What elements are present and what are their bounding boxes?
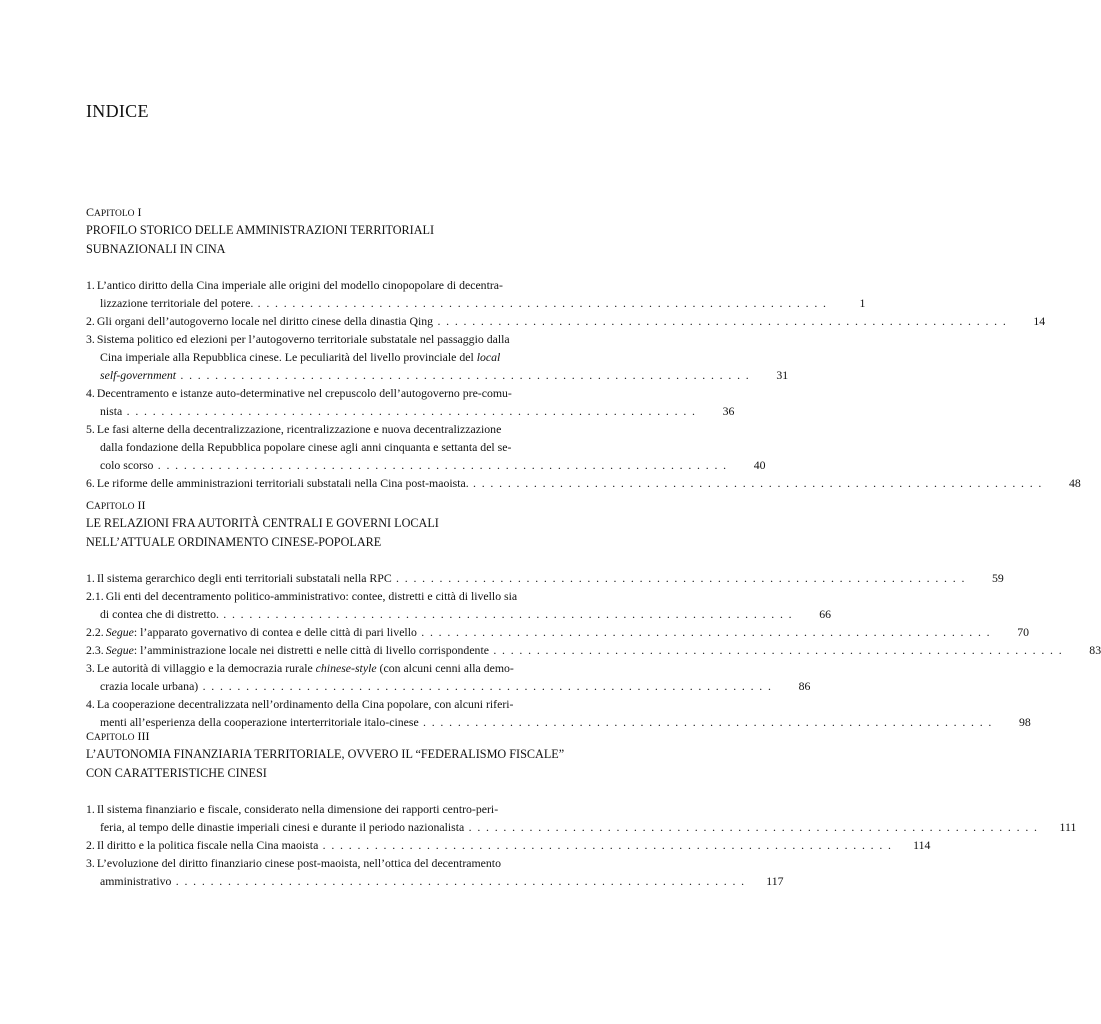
dot-leader: . . . . . . . . . . . . . . . . . . . . . . . . . . . . . . . . . . . . . . . . . . . . . . . . . . . . . . . . . . . . . . . . . .	[468, 476, 1043, 490]
toc-entry-number: 3.	[86, 661, 95, 675]
chapter-label	[86, 727, 570, 745]
toc-entry-line: 3.Sistema politico ed elezioni per l’autogoverno territoriale substatale nel passaggio dalla	[86, 332, 510, 346]
toc-entry-line: 5.Le fasi alterne della decentralizzazione, ricentralizzazione e nuova decentralizzazione	[86, 422, 502, 436]
toc-entry-line: 1.Il sistema finanziario e fiscale, considerato nella dimensione dei rapporti centro-peri-	[86, 802, 499, 816]
chapter-label-initial: C	[86, 498, 95, 512]
toc-entry	[86, 312, 1046, 330]
chapter-label-word: APITOLO	[94, 209, 135, 219]
toc-entry	[86, 474, 1081, 492]
toc-entry-page: 117	[766, 874, 784, 888]
toc-entry-page: 114	[913, 838, 931, 852]
toc-entry-number: 1.	[86, 571, 95, 585]
dot-leader: . . . . . . . . . . . . . . . . . . . . . . . . . . . . . . . . . . . . . . . . . . . . . . . . . . . . . . . . . . . . . . . . . .	[153, 458, 728, 472]
toc-entry-line: di contea che di distretto. . . . . . . . . . . . . . . . . . . . . . . . . . . . . . . . . . . . . . . . . . . . . . . . . . . . . . . . . . . . . . . . . . .	[100, 607, 794, 621]
toc-entry-line: dalla fondazione della Repubblica popolare cinese agli anni cinquanta e settanta del se-	[100, 440, 512, 454]
chapter-title	[86, 514, 570, 552]
toc-entry	[86, 420, 766, 474]
chapter-title-line: LE RELAZIONI FRA AUTORITÀ CENTRALI E GOVERNI LOCALI	[86, 516, 439, 530]
toc-entry-line: 2.Gli organi dell’autogoverno locale nel diritto cinese della dinastia Qing . . . . . . . . . . . . . . . . . . . . . . . . . . . . . . . . . . . . . . . . . . . . . . . . . . . . . . . . . . . . . . . . . .	[86, 314, 1008, 328]
chapter-title-line: SUBNAZIONALI IN CINA	[86, 242, 226, 256]
dot-leader: . . . . . . . . . . . . . . . . . . . . . . . . . . . . . . . . . . . . . . . . . . . . . . . . . . . . . . . . . . . . . . . . . .	[253, 296, 828, 310]
toc-entry-page: 36	[722, 404, 735, 418]
toc-entry-number: 2.	[86, 838, 95, 852]
toc-entry-page: 40	[753, 458, 766, 472]
toc-entry-text	[86, 384, 696, 420]
dot-leader: . . . . . . . . . . . . . . . . . . . . . . . . . . . . . . . . . . . . . . . . . . . . . . . . . . . . . . . . . . . . . . . . . .	[318, 838, 893, 852]
dot-leader: . . . . . . . . . . . . . . . . . . . . . . . . . . . . . . . . . . . . . . . . . . . . . . . . . . . . . . . . . . . . . . . . . .	[464, 820, 1039, 834]
toc-entry-text	[86, 659, 772, 695]
toc-entry-number: 1.	[86, 278, 95, 292]
chapter-label-number: I	[134, 205, 142, 219]
toc-entry-line: crazia locale urbana) . . . . . . . . . . . . . . . . . . . . . . . . . . . . . . . . . . . . . . . . . . . . . . . . . . . . . . . . . . . . . . . . . .	[100, 679, 773, 693]
toc-entry-text	[86, 569, 966, 587]
toc-entry	[86, 330, 789, 384]
toc-entry-line: lizzazione territoriale del potere. . . . . . . . . . . . . . . . . . . . . . . . . . . . . . . . . . . . . . . . . . . . . . . . . . . . . . . . . . . . . . . . . . .	[100, 296, 828, 310]
toc-entry-page: 59	[992, 571, 1004, 585]
toc-entry-number: 3.	[86, 332, 95, 346]
chapter-title-line: PROFILO STORICO DELLE AMMINISTRAZIONI TERRITORIALI	[86, 223, 435, 237]
dot-leader: . . . . . . . . . . . . . . . . . . . . . . . . . . . . . . . . . . . . . . . . . . . . . . . . . . . . . . . . . . . . . . . . . .	[391, 571, 966, 585]
chapter-title	[86, 745, 570, 783]
toc-entry-number: 2.2.	[86, 625, 104, 639]
toc-entry-page: 66	[819, 607, 832, 621]
toc-entry-text	[86, 312, 1007, 330]
dot-leader: . . . . . . . . . . . . . . . . . . . . . . . . . . . . . . . . . . . . . . . . . . . . . . . . . . . . . . . . . . . . . . . . . .	[488, 643, 1064, 657]
toc-entry-number: 5.	[86, 422, 95, 436]
dot-leader: . . . . . . . . . . . . . . . . . . . . . . . . . . . . . . . . . . . . . . . . . . . . . . . . . . . . . . . . . . . . . . . . . .	[418, 715, 993, 729]
toc-entry-line: 3.Le autorità di villaggio e la democrazia rurale chinese-style (con alcuni cenni alla demo-	[86, 661, 514, 675]
toc-entry-page: 98	[1019, 715, 1031, 729]
toc-entry-page: 86	[798, 679, 811, 693]
dot-leader: . . . . . . . . . . . . . . . . . . . . . . . . . . . . . . . . . . . . . . . . . . . . . . . . . . . . . . . . . . . . . . . . . .	[433, 314, 1008, 328]
toc-entry	[86, 587, 832, 623]
toc-entry-line: 2.2.Segue: l’apparato governativo di contea e delle città di pari livello . . . . . . . . . . . . . . . . . . . . . . . . . . . . . . . . . . . . . . . . . . . . . . . . . . . . . . . . . . . . . . . . . .	[86, 625, 992, 639]
toc-entry	[86, 854, 784, 890]
toc-entry-text	[86, 695, 993, 731]
toc-entry-number: 4.	[86, 697, 95, 711]
dot-leader: . . . . . . . . . . . . . . . . . . . . . . . . . . . . . . . . . . . . . . . . . . . . . . . . . . . . . . . . . . . . . . . . . .	[198, 679, 773, 693]
toc-entry-line: amministrativo . . . . . . . . . . . . . . . . . . . . . . . . . . . . . . . . . . . . . . . . . . . . . . . . . . . . . . . . . . . . . . . . . .	[100, 874, 746, 888]
toc-entry-line: Cina imperiale alla Repubblica cinese. Le peculiarità del livello provinciale del local	[100, 350, 501, 364]
toc-entry-line: 4.La cooperazione decentralizzata nell’ordinamento della Cina popolare, con alcuni riferi-	[86, 697, 514, 711]
toc-entry	[86, 836, 931, 854]
toc-entry-text	[86, 800, 1038, 836]
toc-entry-line: nista . . . . . . . . . . . . . . . . . . . . . . . . . . . . . . . . . . . . . . . . . . . . . . . . . . . . . . . . . . . . . . . . . .	[100, 404, 697, 418]
chapter-label-number: II	[134, 498, 146, 512]
dot-leader: . . . . . . . . . . . . . . . . . . . . . . . . . . . . . . . . . . . . . . . . . . . . . . . . . . . . . . . . . . . . . . . . . .	[171, 874, 746, 888]
chapter-label	[86, 496, 570, 514]
toc-entry-line: 3.L’evoluzione del diritto finanziario cinese post-maoista, nell’ottica del decentramento	[86, 856, 501, 870]
toc-entry-text	[86, 854, 746, 890]
chapter-section	[86, 496, 1101, 731]
toc-entry-page: 1	[859, 296, 866, 310]
toc-entry-page: 48	[1069, 476, 1081, 490]
toc-entry-page: 111	[1059, 820, 1077, 834]
toc-entry	[86, 641, 1101, 659]
toc-entry-number: 2.1.	[86, 589, 104, 603]
chapter-section	[86, 203, 1081, 492]
page-title: INDICE	[86, 101, 149, 121]
toc-entry-number: 1.	[86, 802, 95, 816]
toc-entry-number: 3.	[86, 856, 95, 870]
toc-entry-number: 2.	[86, 314, 95, 328]
toc-entry-number: 6.	[86, 476, 95, 490]
entry-list	[86, 276, 1081, 492]
toc-entry-text	[86, 330, 750, 384]
toc-entry-page: 83	[1089, 643, 1101, 657]
chapter-title	[86, 221, 570, 259]
toc-entry-text	[86, 474, 1043, 492]
toc-entry-line: 2.Il diritto e la politica fiscale nella Cina maoista . . . . . . . . . . . . . . . . . . . . . . . . . . . . . . . . . . . . . . . . . . . . . . . . . . . . . . . . . . . . . . . . . .	[86, 838, 893, 852]
toc-entry-line: 2.3.Segue: l’amministrazione locale nei distretti e nelle città di livello corrispondente . . . . . . . . . . . . . . . . . . . . . . . . . . . . . . . . . . . . . . . . . . . . . . . . . . . . . . . . . . . . . . . . . .	[86, 643, 1064, 657]
toc-entry-text	[86, 836, 892, 854]
toc-entry-text	[86, 623, 991, 641]
chapter-label-number: III	[134, 729, 150, 743]
chapter-title-line: CON CARATTERISTICHE CINESI	[86, 766, 267, 780]
toc-entry-page: 14	[1033, 314, 1046, 328]
dot-leader: . . . . . . . . . . . . . . . . . . . . . . . . . . . . . . . . . . . . . . . . . . . . . . . . . . . . . . . . . . . . . . . . . .	[176, 368, 751, 382]
toc-entry	[86, 659, 811, 695]
chapter-label-initial: C	[86, 729, 95, 743]
toc-entry-line: menti all’esperienza della cooperazione interterritoriale italo-cinese . . . . . . . . . . . . . . . . . . . . . . . . . . . . . . . . . . . . . . . . . . . . . . . . . . . . . . . . . . . . . . . . . .	[100, 715, 993, 729]
toc-entry-number: 4.	[86, 386, 95, 400]
toc-entry-text	[86, 587, 793, 623]
toc-entry-line: 6.Le riforme delle amministrazioni territoriali substatali nella Cina post-maoista. . . . . . . . . . . . . . . . . . . . . . . . . . . . . . . . . . . . . . . . . . . . . . . . . . . . . . . . . . . . . . . . . . .	[86, 476, 1043, 490]
dot-leader: . . . . . . . . . . . . . . . . . . . . . . . . . . . . . . . . . . . . . . . . . . . . . . . . . . . . . . . . . . . . . . . . . .	[122, 404, 697, 418]
toc-entry-text	[86, 420, 728, 474]
toc-entry-page: 31	[776, 368, 789, 382]
chapter-label-word: APITOLO	[94, 733, 135, 743]
toc-entry-line: feria, al tempo delle dinastie imperiali cinesi e durante il periodo nazionalista . . . . . . . . . . . . . . . . . . . . . . . . . . . . . . . . . . . . . . . . . . . . . . . . . . . . . . . . . . . . . . . . . .	[100, 820, 1039, 834]
dot-leader: . . . . . . . . . . . . . . . . . . . . . . . . . . . . . . . . . . . . . . . . . . . . . . . . . . . . . . . . . . . . . . . . . .	[218, 607, 794, 621]
toc-entry	[86, 800, 1077, 836]
toc-entry-page: 70	[1017, 625, 1030, 639]
toc-entry-text	[86, 641, 1063, 659]
toc-entry	[86, 276, 866, 312]
chapter-title-line: NELL’ATTUALE ORDINAMENTO CINESE-POPOLARE	[86, 535, 382, 549]
toc-entry-line: colo scorso . . . . . . . . . . . . . . . . . . . . . . . . . . . . . . . . . . . . . . . . . . . . . . . . . . . . . . . . . . . . . . . . . .	[100, 458, 728, 472]
chapter-section	[86, 727, 1077, 890]
toc-entry-line: 2.1.Gli enti del decentramento politico-amministrativo: contee, distretti e città di livello sia	[86, 589, 518, 603]
chapter-label-initial: C	[86, 205, 95, 219]
toc-entry-line: self-government . . . . . . . . . . . . . . . . . . . . . . . . . . . . . . . . . . . . . . . . . . . . . . . . . . . . . . . . . . . . . . . . . .	[100, 368, 751, 382]
toc-entry-line: 4.Decentramento e istanze auto-determinative nel crepuscolo dell’autogoverno pre-comu-	[86, 386, 512, 400]
toc-entry	[86, 384, 735, 420]
chapter-label	[86, 203, 570, 221]
toc-entry	[86, 695, 1031, 731]
toc-entry	[86, 569, 1004, 587]
toc-entry	[86, 623, 1030, 641]
chapter-title-line: L’AUTONOMIA FINANZIARIA TERRITORIALE, OVVERO IL “FEDERALISMO FISCALE”	[86, 747, 565, 761]
chapter-label-word: APITOLO	[94, 502, 135, 512]
toc-entry-number: 2.3.	[86, 643, 104, 657]
entry-list	[86, 800, 1077, 890]
toc-entry-line: 1.Il sistema gerarchico degli enti territoriali substatali nella RPC . . . . . . . . . . . . . . . . . . . . . . . . . . . . . . . . . . . . . . . . . . . . . . . . . . . . . . . . . . . . . . . . . .	[86, 571, 966, 585]
dot-leader: . . . . . . . . . . . . . . . . . . . . . . . . . . . . . . . . . . . . . . . . . . . . . . . . . . . . . . . . . . . . . . . . . .	[416, 625, 992, 639]
entry-list	[86, 569, 1101, 731]
toc-entry-text	[86, 276, 827, 312]
toc-entry-line: 1.L’antico diritto della Cina imperiale alle origini del modello cinopopolare di decentra-	[86, 278, 503, 292]
